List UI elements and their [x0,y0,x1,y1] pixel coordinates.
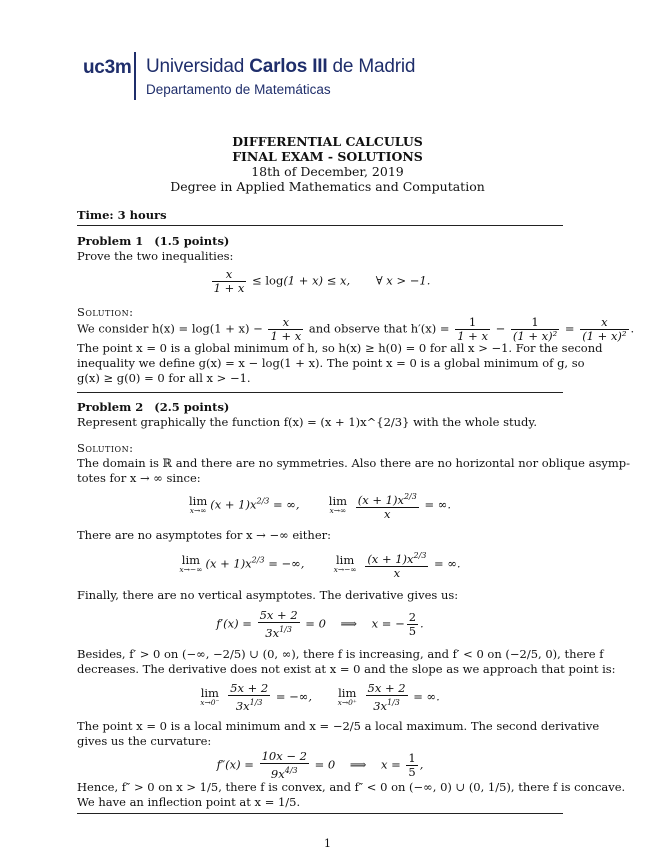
problem2-solution-label: Solution: [77,441,134,455]
rule [77,225,563,226]
university-name: Universidad Carlos III de Madrid [146,56,416,77]
logo-divider [134,52,136,100]
problem2-para2: There are no asymptotes for x → −∞ either: [77,528,332,542]
exam-date: 18th of December, 2019 [251,164,404,179]
problem2-para4-line2: decreases. The derivative does not exist at x = 0 and the slope as we approach that point is: [77,662,616,676]
problem2-para5-line1: The point x = 0 is a local minimum and x = −2/5 a local maximum. The second derivative [77,719,600,733]
problem1-solution-line3: inequality we define g(x) = x − log(1 + x). The point x = 0 is a global minimum of g, so [77,356,585,370]
exam-subtitle: FINAL EXAM - SOLUTIONS [232,149,423,164]
time-limit: Time: 3 hours [77,208,167,222]
problem2-para3: Finally, there are no vertical asymptotes. The derivative gives us: [77,588,459,602]
department-name: Departamento de Matemáticas [146,82,331,97]
second-derivative-equation: f″(x) = $\frac{10x - 2}{9x^{4/3}}$ = 0 ⟹ x = $\frac{1}{5}$ , [216,749,424,781]
degree-name: Degree in Applied Mathematics and Computation [170,179,485,194]
problem1-solution-line4: g(x) ≥ g(0) = 0 for all x > −1. [77,371,251,385]
uc3m-logo-mark: uc3m [83,57,132,78]
first-derivative-equation: f′(x) = $\frac{5x + 2}{3x^{1/3}}$ = 0 ⟹ x = − $\frac{2}{5}$ . [216,608,424,640]
problem2-para1-line2: totes for x → ∞ since: [77,471,201,485]
problem2-statement: Represent graphically the function f(x) = (x + 1)x^{2/3} with the whole study. [77,415,537,429]
problem1-solution-line2: The point x = 0 is a global minimum of h, so h(x) ≥ h(0) = 0 for all x > −1. For the second [77,341,603,355]
problem2-para6-line1: Hence, f″ > 0 on x > 1/5, there f is convex, and f″ < 0 on (−∞, 0) ∪ (0, 1/5), there f is concave. [77,780,626,794]
page-number: 1 [324,837,331,850]
problem2-para4-line1: Besides, f′ > 0 on (−∞, −2/5) ∪ (0, ∞), there f is increasing, and f′ < 0 on (−2/5, 0), there f [77,647,604,661]
problem2-para5-line2: gives us the curvature: [77,734,212,748]
problem1-heading: Problem 1 (1.5 points) [77,234,230,248]
problem2-para1-line1: The domain is ℝ and there are no symmetries. Also there are no horizontal nor oblique asymp- [77,456,630,470]
rule [77,813,563,814]
problem1-statement: Prove the two inequalities: [77,249,234,263]
problem2-para6-line2: We have an inflection point at x = 1/5. [77,795,301,809]
problem2-heading: Problem 2 (2.5 points) [77,400,230,414]
problem1-solution-label: Solution: [77,305,134,319]
course-title: DIFFERENTIAL CALCULUS [232,134,423,149]
limits-plus-infinity: lim x→∞ $(x + 1)x^{2/3}$ = ∞, lim x→∞ $\frac{(x + 1)x^{2/3}}{x}$ = ∞. [189,492,451,521]
problem1-inequality: $\frac{x}{1 + x}$ ≤ log(1 + x) ≤ x, ∀ x > −1. [213,267,431,295]
rule [77,392,563,393]
one-sided-limits: lim x→0⁻ $\frac{5x + 2}{3x^{1/3}}$ = −∞, lim x→0⁺ $\frac{5x + 2}{3x^{1/3}}$ = ∞. [200,681,440,713]
problem1-solution-line1: We consider h(x) = log(1 + x) − $\frac{x}{1 + x}$ and observe that h′(x) = $\frac{1}{1 + x}$ − $\frac{1}{\text{(1 + x)²}}$ = $\frac{x}{\text{(1 + x)²}}$ . [77,315,635,343]
limits-minus-infinity: lim x→−∞ $(x + 1)x^{2/3}$ = −∞, lim x→−∞ $\frac{(x + 1)x^{2/3}}{x}$ = ∞. [179,551,461,580]
